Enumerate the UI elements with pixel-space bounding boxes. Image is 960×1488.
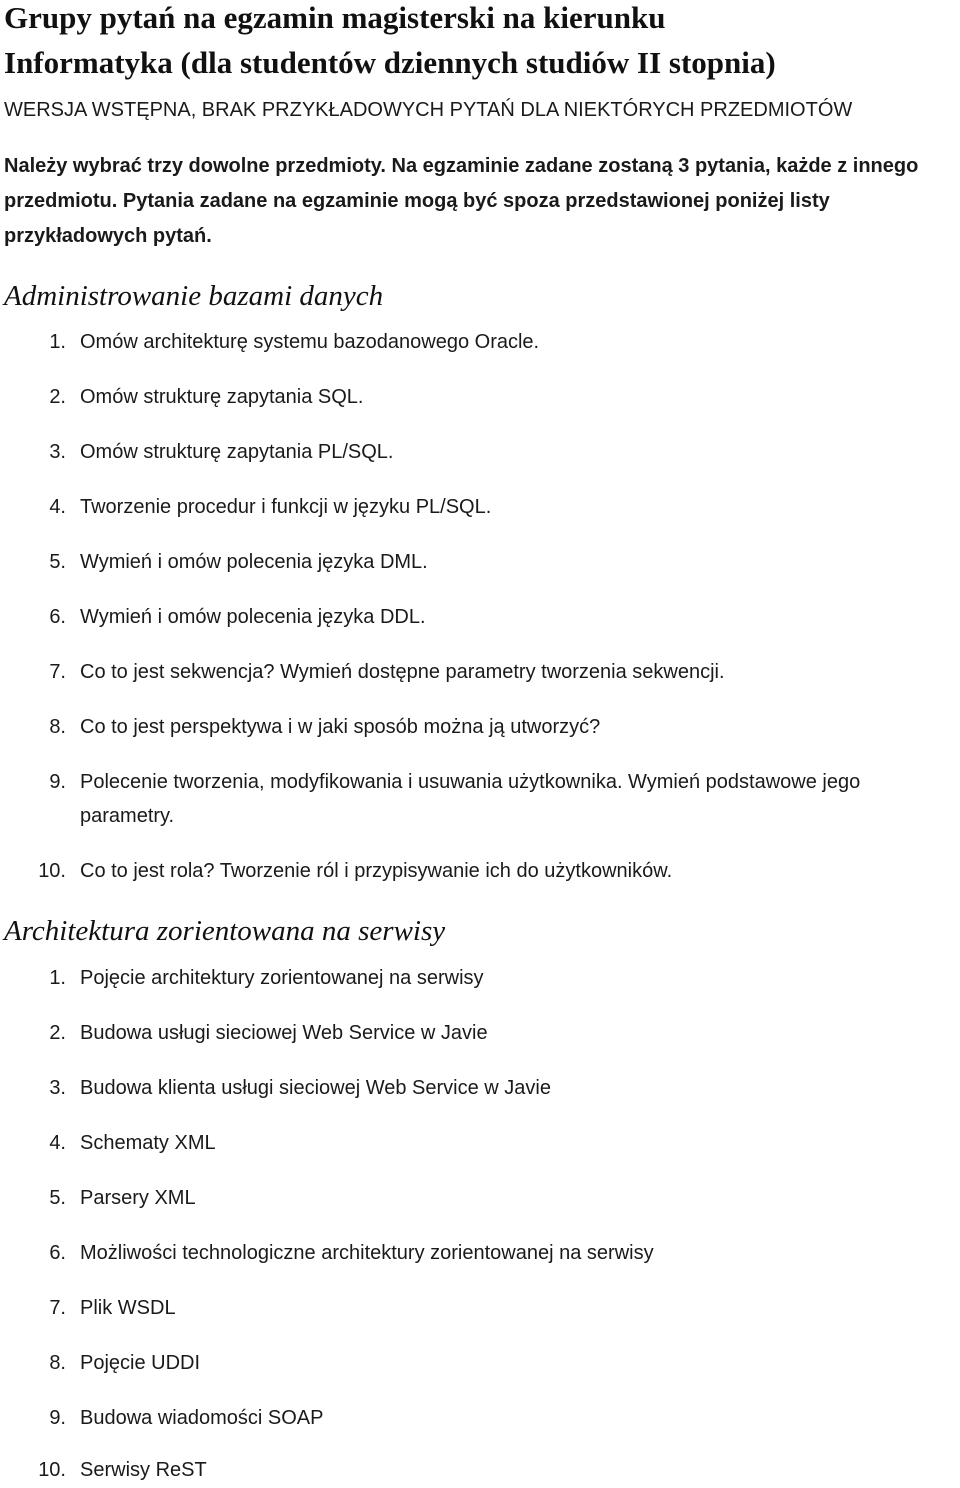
question-number: 10. xyxy=(38,860,66,882)
question-text: Omów architekturę systemu bazodanowego Oracle. xyxy=(80,331,540,353)
question-text: Budowa klienta usługi sieciowej Web Service w Javie xyxy=(80,1077,551,1099)
version-notice: WERSJA WSTĘPNA, BRAK PRZYKŁADOWYCH PYTAŃ DLA NIEKTÓRYCH PRZEDMIOTÓW xyxy=(4,99,853,121)
question-number: 1. xyxy=(49,967,66,989)
page-title-line-1: Grupy pytań na egzamin magisterski na kierunku xyxy=(4,0,666,35)
question-number: 5. xyxy=(49,1187,66,1209)
intro-line-2: przedmiotu. Pytania zadane na egzaminie mogą być spoza przedstawionej poniżej listy xyxy=(4,190,830,212)
question-text: Plik WSDL xyxy=(80,1297,176,1319)
page-title-line-2: Informatyka (dla studentów dziennych studiów II stopnia) xyxy=(4,45,776,80)
question-number: 7. xyxy=(49,1297,66,1319)
question-text: Budowa wiadomości SOAP xyxy=(80,1407,324,1429)
question-text: Tworzenie procedur i funkcji w języku PL/SQL. xyxy=(80,496,492,518)
question-text: Parsery XML xyxy=(80,1187,196,1209)
question-text: Co to jest rola? Tworzenie ról i przypisywanie ich do użytkowników. xyxy=(80,860,673,882)
question-text: Schematy XML xyxy=(80,1132,216,1154)
question-number: 1. xyxy=(49,331,66,353)
intro-line-3: przykładowych pytań. xyxy=(4,225,212,247)
question-text: Omów strukturę zapytania SQL. xyxy=(80,386,364,408)
question-number: 6. xyxy=(49,606,66,628)
question-text: Budowa usługi sieciowej Web Service w Javie xyxy=(80,1022,488,1044)
question-number: 9. xyxy=(49,771,66,793)
question-number: 4. xyxy=(49,1132,66,1154)
question-text: Możliwości technologiczne architektury zorientowanej na serwisy xyxy=(80,1242,654,1264)
question-number: 6. xyxy=(49,1242,66,1264)
question-text: Pojęcie UDDI xyxy=(80,1352,201,1374)
question-number: 5. xyxy=(49,551,66,573)
question-number: 8. xyxy=(49,716,66,738)
question-number: 4. xyxy=(49,496,66,518)
question-text: Polecenie tworzenia, modyfikowania i usuwania użytkownika. Wymień podstawowe jego parametry. xyxy=(80,771,861,827)
question-text: Serwisy ReST xyxy=(80,1459,207,1481)
question-number: 10. xyxy=(38,1459,66,1481)
question-text: Wymień i omów polecenia języka DDL. xyxy=(80,606,426,628)
question-number: 2. xyxy=(49,386,66,408)
section-heading-soa: Architektura zorientowana na serwisy xyxy=(4,915,446,947)
question-text: Co to jest perspektywa i w jaki sposób można ją utworzyć? xyxy=(80,716,601,738)
question-text: Omów strukturę zapytania PL/SQL. xyxy=(80,441,394,463)
question-number: 3. xyxy=(49,441,66,463)
question-number: 3. xyxy=(49,1077,66,1099)
question-number: 8. xyxy=(49,1352,66,1374)
section-heading-databases: Administrowanie bazami danych xyxy=(4,280,384,312)
question-number: 9. xyxy=(49,1407,66,1429)
question-text: Pojęcie architektury zorientowanej na serwisy xyxy=(80,967,484,989)
intro-line-1: Należy wybrać trzy dowolne przedmioty. Na egzaminie zadane zostaną 3 pytania, każde z innego xyxy=(4,155,919,177)
question-number: 2. xyxy=(49,1022,66,1044)
question-text: Co to jest sekwencja? Wymień dostępne parametry tworzenia sekwencji. xyxy=(80,661,725,683)
question-number: 7. xyxy=(49,661,66,683)
question-text: Wymień i omów polecenia języka DML. xyxy=(80,551,428,573)
